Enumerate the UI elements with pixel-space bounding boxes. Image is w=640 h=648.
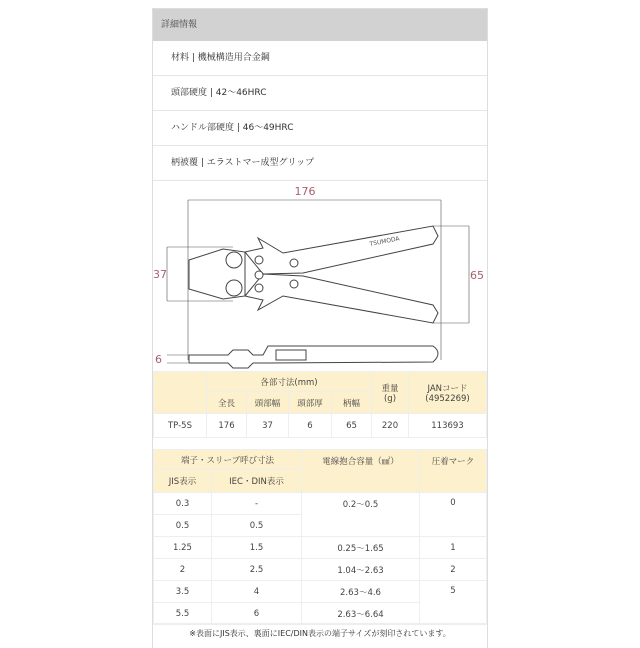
cell: 5.5 <box>154 603 212 625</box>
detail-panel <box>152 8 488 648</box>
table-row <box>154 559 487 581</box>
dim-handle-width: 65 <box>470 269 484 282</box>
jan-label: JANコード <box>427 383 468 394</box>
col-jis: JIS表示 <box>154 470 212 493</box>
dim-length: 176 <box>294 185 316 198</box>
weight-unit: (g) <box>383 393 397 404</box>
panel-header: 詳細情報 <box>153 9 487 41</box>
table-row <box>154 581 487 603</box>
cell: 6 <box>212 603 302 625</box>
cell: - <box>212 493 302 515</box>
col-head-thickness: 頭部厚 <box>289 392 332 414</box>
cell: 2.5 <box>212 559 302 581</box>
spec-head-hardness: 頭部硬度 | 42〜46HRC <box>153 76 487 111</box>
cell: 0.25〜1.65 <box>302 537 420 559</box>
cell: 0 <box>420 493 487 537</box>
cell: 1 <box>420 537 487 559</box>
terminal-header: 端子・スリーブ呼び寸法 <box>154 450 302 470</box>
spec-grip: 柄被覆 | エラストマー成型グリップ <box>153 146 487 181</box>
cell: 0.2〜0.5 <box>302 493 420 537</box>
footnote: ※表面にJIS表示、裏面にIEC/DIN表示の端子サイズが刻印されています。 <box>153 623 487 643</box>
cell: 1.04〜2.63 <box>302 559 420 581</box>
cell: 37 <box>247 414 289 438</box>
dimensions-header: 各部寸法(mm) <box>207 372 372 392</box>
tool-diagram <box>153 178 487 371</box>
col-head-width: 頭部幅 <box>247 392 289 414</box>
dimensions-table <box>153 371 487 438</box>
cell: 2 <box>154 559 212 581</box>
cell: 6 <box>289 414 332 438</box>
terminal-table <box>153 449 487 625</box>
weight-label: 重量 <box>381 383 399 394</box>
table-row <box>154 537 487 559</box>
spec-handle-hardness: ハンドル部硬度 | 46〜49HRC <box>153 111 487 146</box>
cell: 0.3 <box>154 493 212 515</box>
table-row <box>154 414 487 438</box>
cell: 0.5 <box>212 515 302 537</box>
cell: 2.63〜4.6 <box>302 581 420 603</box>
table-row <box>154 493 487 515</box>
cell: 3.5 <box>154 581 212 603</box>
cell: 2.63〜6.64 <box>302 603 420 625</box>
cell: 113693 <box>409 414 487 438</box>
cell: 176 <box>207 414 247 438</box>
col-handle-width: 柄幅 <box>332 392 372 414</box>
col-iec: IEC・DIN表示 <box>212 470 302 493</box>
brand-label: TSUMODA <box>369 235 401 248</box>
jan-header <box>409 372 487 414</box>
cell: 1.5 <box>212 537 302 559</box>
cell: TP-5S <box>154 414 207 438</box>
col-length: 全長 <box>207 392 247 414</box>
capacity-header: 電線抱合容量（㎟） <box>302 450 420 493</box>
dim-head-thickness: 6 <box>155 353 162 366</box>
spec-material: 材料 | 機械構造用合金鋼 <box>153 41 487 76</box>
cell: 4 <box>212 581 302 603</box>
cell: 220 <box>372 414 409 438</box>
cell: 2 <box>420 559 487 581</box>
cell: 1.25 <box>154 537 212 559</box>
mark-header: 圧着マーク <box>420 450 487 493</box>
cell: 65 <box>332 414 372 438</box>
weight-header <box>372 372 409 414</box>
jan-prefix: (4952269) <box>425 393 470 404</box>
cell: 5 <box>420 581 487 625</box>
dim-head-width: 37 <box>153 268 167 281</box>
cell: 0.5 <box>154 515 212 537</box>
